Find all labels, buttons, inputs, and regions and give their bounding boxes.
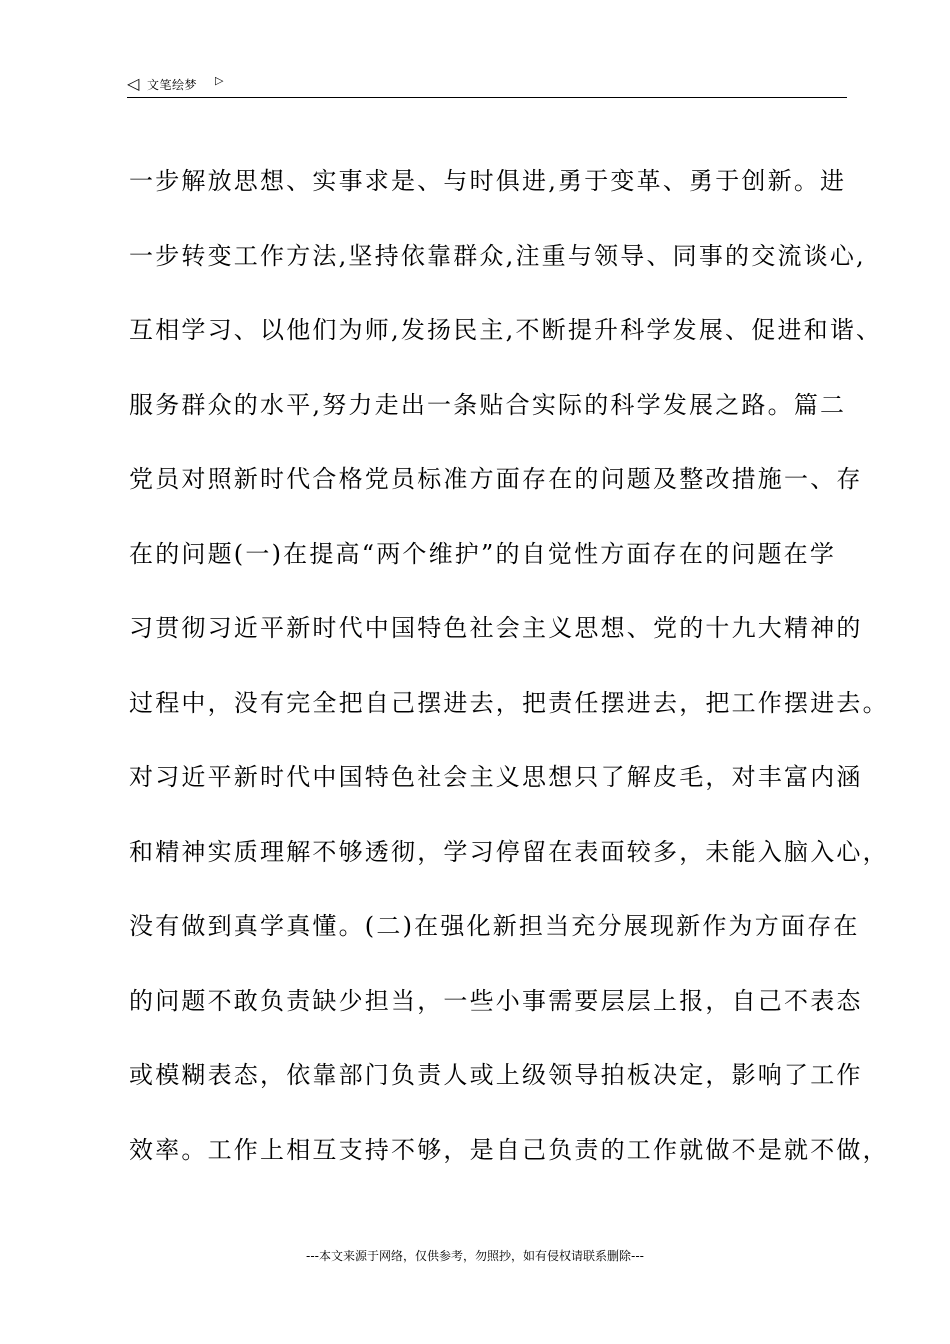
body-line: 一步解放思想、实事求是、与时俱进,勇于变革、勇于创新。进 — [129, 167, 847, 195]
header-divider — [127, 97, 847, 98]
body-line: 过程中，没有完全把自己摆进去，把责任摆进去，把工作摆进去。 — [129, 688, 889, 717]
body-line: 互相学习、以他们为师,发扬民主,不断提升科学发展、促进和谐、 — [129, 316, 883, 344]
page-header — [127, 74, 847, 98]
body-line: 或模糊表态，依靠部门负责人或上级领导拍板决定，影响了工作 — [129, 1061, 863, 1089]
body-line: 和精神实质理解不够透彻，学习停留在表面较多，未能入脑入心， — [129, 837, 889, 866]
body-line: 服务群众的水平,努力走出一条贴合实际的科学发展之路。篇二 — [129, 390, 847, 419]
footer-disclaimer: ---本文来源于网络，仅供参考，勿照抄，如有侵权请联系删除--- — [306, 1249, 644, 1263]
document-body — [129, 162, 889, 1205]
body-line: 对习近平新时代中国特色社会主义思想只了解皮毛，对丰富内涵 — [129, 763, 863, 791]
body-line: 的问题不敢负责缺少担当，一些小事需要层层上报，自己不表态 — [129, 986, 863, 1015]
body-line: 习贯彻习近平新时代中国特色社会主义思想、党的十九大精神的 — [129, 614, 863, 642]
body-line: 效率。工作上相互支持不够，是自己负责的工作就做不是就不做， — [129, 1135, 889, 1164]
header-title: 文笔绘梦 — [147, 78, 198, 92]
body-line: 在的问题(一)在提高“两个维护”的自觉性方面存在的问题在学 — [129, 539, 837, 568]
body-line: 一步转变工作方法,坚持依靠群众,注重与领导、同事的交流谈心, — [129, 241, 866, 270]
body-line: 没有做到真学真懂。(二)在强化新担当充分展现新作为方面存在 — [129, 912, 860, 940]
right-triangle-icon: ▷ — [215, 74, 224, 87]
body-line: 党员对照新时代合格党员标准方面存在的问题及整改措施一、存 — [129, 465, 863, 493]
left-triangle-icon: ◁ — [127, 74, 140, 93]
